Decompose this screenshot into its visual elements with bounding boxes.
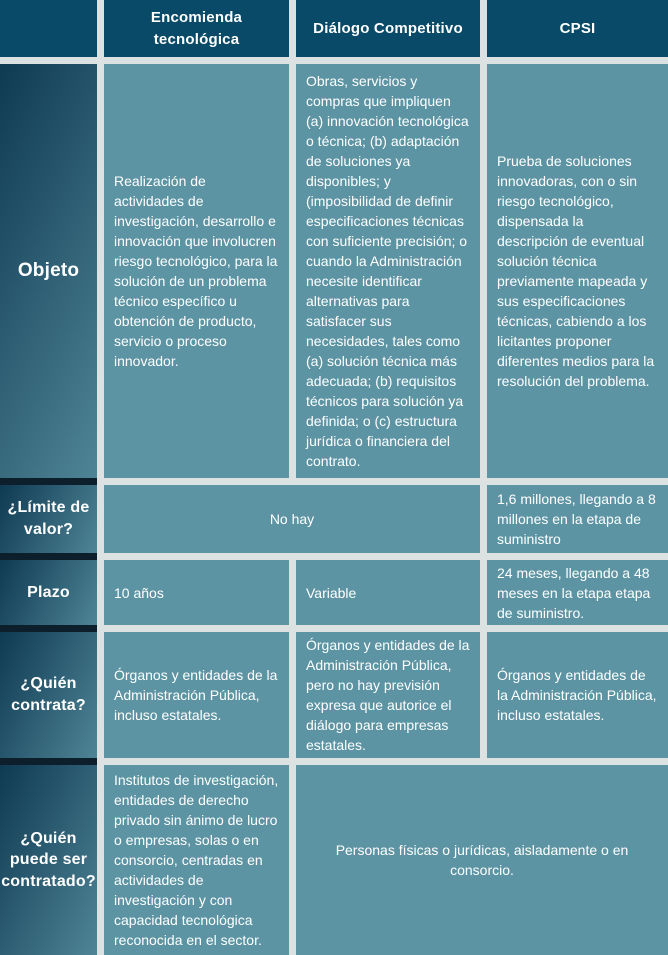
cell-contratado-dialogo-cpsi: Personas físicas o jurídicas, aisladamente o en consorcio. xyxy=(296,765,668,955)
row-label-contrata: ¿Quién contrata? xyxy=(0,632,97,758)
row-label-contratado: ¿Quién puede ser contratado? xyxy=(0,765,97,955)
corner-cell xyxy=(0,0,97,57)
column-header-encomienda: Encomienda tecnológica xyxy=(104,0,289,57)
row-label-limite: ¿Límite de valor? xyxy=(0,485,97,553)
column-header-dialogo: Diálogo Competitivo xyxy=(296,0,480,57)
cell-limite-encomienda-dialogo: No hay xyxy=(104,485,480,553)
cell-limite-cpsi: 1,6 millones, llegando a 8 millones en la etapa de suministro xyxy=(487,485,668,553)
cell-plazo-encomienda: 10 años xyxy=(104,560,289,625)
cell-objeto-cpsi: Prueba de soluciones innovadoras, con o sin riesgo tecnológico, dispensada la descripción de eventual solución técnica previamente mapeada y sus especificaciones técnicas, cabiendo a los licitantes proponer diferentes medios para la resolución del problema. xyxy=(487,64,668,478)
cell-contrata-encomienda: Órganos y entidades de la Administración Pública, incluso estatales. xyxy=(104,632,289,758)
column-header-cpsi: CPSI xyxy=(487,0,668,57)
row-label-plazo: Plazo xyxy=(0,560,97,625)
row-label-objeto: Objeto xyxy=(0,64,97,478)
cell-objeto-encomienda: Realización de actividades de investigación, desarrollo e innovación que involucren riesgo tecnológico, para la solución de un problema técnico específico u obtención de producto, servicio o proceso innovador. xyxy=(104,64,289,478)
cell-contrata-cpsi: Órganos y entidades de la Administración Pública, incluso estatales. xyxy=(487,632,668,758)
cell-contrata-dialogo: Órganos y entidades de la Administración Pública, pero no hay previsión expresa que autorice el diálogo para empresas estatales. xyxy=(296,632,480,758)
cell-objeto-dialogo: Obras, servicios y compras que impliquen (a) innovación tecnológica o técnica; (b) adaptación de soluciones ya disponibles; y (imposibilidad de definir especificaciones técnicas con suficiente precisión; o cuando la Administración necesite identificar alternativas para satisfacer sus necesidades, tales como (a) solución técnica más adecuada; (b) requisitos técnicos para solución ya definida; o (c) estructura jurídica o financiera del contrato. xyxy=(296,64,480,478)
cell-plazo-cpsi: 24 meses, llegando a 48 meses en la etapa etapa de suministro. xyxy=(487,560,668,625)
cell-contratado-encomienda: Institutos de investigación, entidades de derecho privado sin ánimo de lucro o empresas, solas o en consorcio, centradas en actividades de investigación y con capacidad tecnológica reconocida en el sector. xyxy=(104,765,289,955)
cell-plazo-dialogo: Variable xyxy=(296,560,480,625)
